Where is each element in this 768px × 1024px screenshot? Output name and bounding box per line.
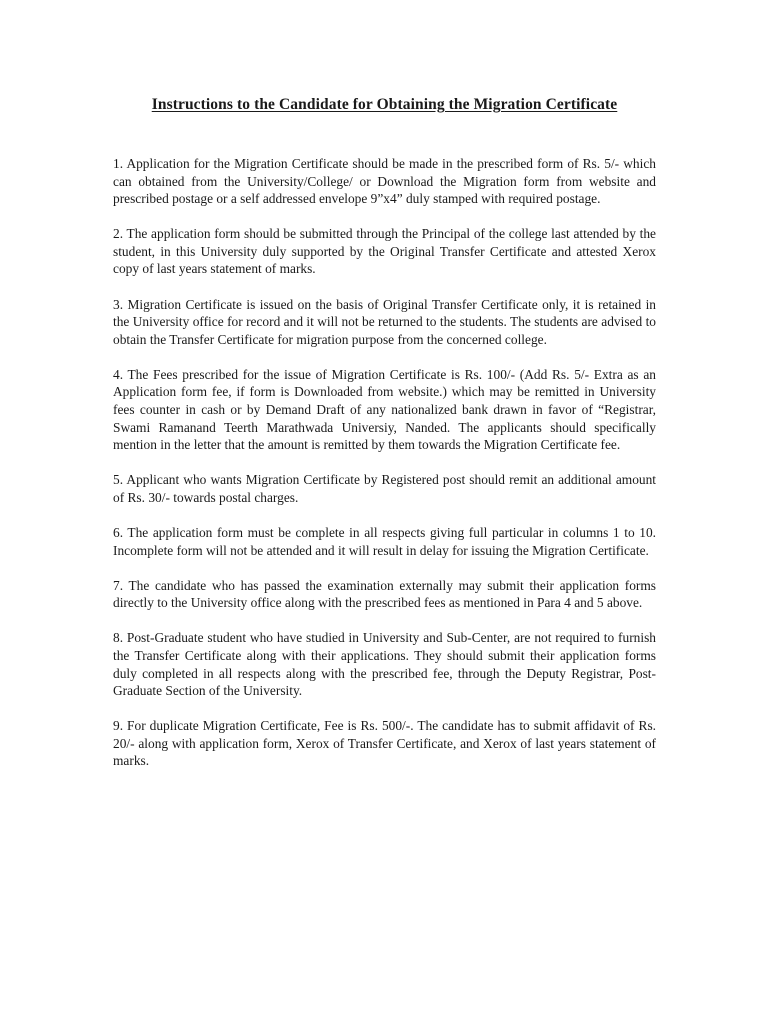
document-title: Instructions to the Candidate for Obtaining the Migration Certificate bbox=[151, 96, 618, 113]
instruction-paragraph-2: 2. The application form should be submitted through the Principal of the college last attended by the student, in this University duly supported by the Original Transfer Certificate and attested Xerox copy of last years statement of marks. bbox=[113, 226, 656, 277]
instruction-paragraph-1: 1. Application for the Migration Certificate should be made in the prescribed form of Rs. 5/- which can obtained from the University/College/ or Download the Migration form from website and prescribed postage or a self addressed envelope 9”x4” duly stamped with required postage. bbox=[113, 156, 656, 207]
instruction-paragraph-7: 7. The candidate who has passed the examination externally may submit their application forms directly to the University office along with the prescribed fees as mentioned in Para 4 and 5 above. bbox=[113, 577, 656, 611]
instruction-paragraph-9: 9. For duplicate Migration Certificate, Fee is Rs. 500/-. The candidate has to submit affidavit of Rs. 20/- along with application form, Xerox of Transfer Certificate, and Xerox of last years statement of marks. bbox=[113, 718, 656, 769]
instruction-paragraph-5: 5. Applicant who wants Migration Certificate by Registered post should remit an additional amount of Rs. 30/- towards postal charges. bbox=[113, 472, 656, 505]
instruction-paragraph-4: 4. The Fees prescribed for the issue of Migration Certificate is Rs. 100/- (Add Rs. 5/- Extra as an Application form fee, if form is Downloaded from website.) which may be remitted in University fees counter in cash or by Demand Draft of any nationalized bank drawn in favor of “Registrar, Swami Ramanand Teerth Marathwada Universiy, Nanded. The applicants should specifically mention in the letter that the amount is remitted by them towards the Migration Certificate fee. bbox=[113, 366, 656, 453]
instruction-paragraph-8: 8. Post-Graduate student who have studied in University and Sub-Center, are not required to furnish the Transfer Certificate along with their applications. They should submit their application forms duly completed in all respects along with the prescribed fee, through the Deputy Registrar, Post-Graduate Section of the University. bbox=[113, 630, 656, 699]
instruction-paragraph-3: 3. Migration Certificate is issued on the basis of Original Transfer Certificate only, it is retained in the University office for record and it will not be returned to the students. The students are advised to obtain the Transfer Certificate for migration purpose from the concerned college. bbox=[113, 296, 656, 347]
instruction-paragraph-6: 6. The application form must be complete in all respects giving full particular in columns 1 to 10. Incomplete form will not be attended and it will result in delay for issuing the Migration Certificate. bbox=[113, 525, 656, 558]
